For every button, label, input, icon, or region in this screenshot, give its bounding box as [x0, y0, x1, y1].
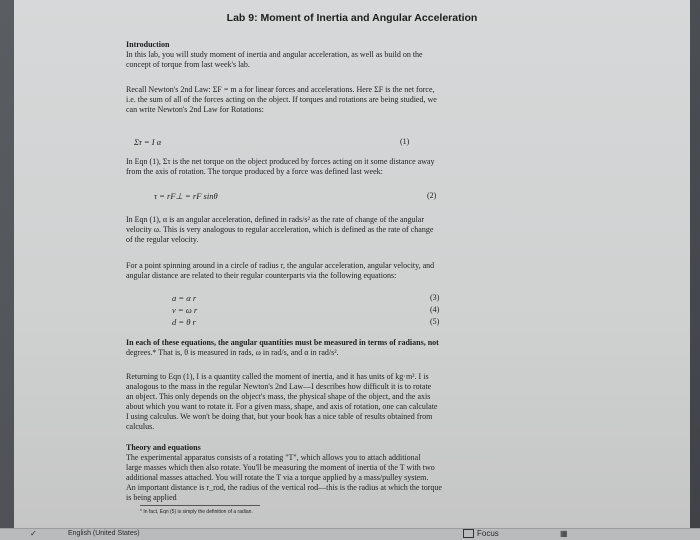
circle-line: angular distance are related to their regular counterparts via the following equations: — [126, 271, 397, 280]
newton-line: i.e. the sum of all of the forces acting on the object. If torques and rotations are being studied, we — [126, 95, 437, 104]
equation-4: v = ω r — [172, 305, 198, 315]
angacc-line: velocity ω. This is very analogous to regular acceleration, which is defined as the rate of change — [126, 225, 434, 234]
equation-5-number: (5) — [430, 317, 440, 326]
torque-line: In Eqn (1), Στ is the net torque on the object produced by forces acting on it some distance away — [126, 157, 435, 166]
language-indicator[interactable]: English (United States) — [68, 530, 140, 537]
document-page — [14, 0, 690, 539]
radians-line: degrees.* That is, θ is measured in rads, ω in rad/s, and α in rad/s². — [126, 348, 339, 357]
inertia-line: an object. This only depends on the object's mass, the physical shape of the object, and the axis — [126, 392, 431, 401]
angacc-line: In Eqn (1), α is an angular acceleration, defined in rads/s² as the rate of change of the angular — [126, 215, 425, 224]
angular-accel-paragraph — [126, 215, 536, 245]
page-title: Lab 9: Moment of Inertia and Angular Acceleration — [226, 12, 478, 24]
intro-heading: Introduction — [126, 40, 170, 49]
inertia-line: Returning to Eqn (1), I is a quantity called the moment of inertia, and it has units of kg·m². I is — [126, 372, 429, 381]
inertia-line: I using calculus. We won't be doing that, but your book has a nice table of results obtained from — [126, 412, 433, 421]
footnote-divider — [140, 505, 260, 506]
equation-4-number: (4) — [430, 305, 440, 314]
equation-5: d = θ r — [172, 317, 196, 327]
inertia-line: calculus. — [126, 422, 155, 431]
radians-line: In each of these equations, the angular quantities must be measured in terms of radians, not — [126, 338, 439, 347]
equation-3: a = α r — [172, 293, 197, 303]
equation-2: τ = rF⊥ = rF sinθ — [154, 191, 218, 201]
inertia-line: about which you want to rotate it. For a given mass, shape, and axis of rotation, one can calculate — [126, 402, 438, 411]
equation-3-number: (3) — [430, 293, 440, 302]
status-bar — [0, 528, 700, 540]
circle-line: For a point spinning around in a circle of radius r, the angular acceleration, angular velocity, and — [126, 261, 435, 270]
intro-line: concept of torque from last week's lab. — [126, 60, 250, 69]
focus-icon — [463, 529, 474, 538]
focus-label: Focus — [477, 529, 499, 538]
inertia-line: analogous to the mass in the regular Newton's 2nd Law—I describes how difficult it is to rotate — [126, 382, 432, 391]
newton-line: Recall Newton's 2nd Law: ΣF = m a for linear forces and accelerations. Here ΣF is the net force, — [126, 85, 435, 94]
torque-paragraph — [126, 157, 536, 177]
theory-line: The experimental apparatus consists of a rotating "T", which allows you to attach additional — [126, 453, 421, 462]
proofing-icon[interactable]: ✓ — [30, 529, 37, 538]
theory-line: large masses which then also rotate. You'll be measuring the moment of inertia of the T with two — [126, 463, 435, 472]
equation-2-number: (2) — [427, 191, 437, 200]
intro-section — [126, 40, 536, 70]
inertia-paragraph — [126, 372, 536, 432]
intro-line: In this lab, you will study moment of inertia and angular acceleration, as well as build on the — [126, 50, 423, 59]
theory-line: additional masses attached. You will rotate the T via a torque applied by a mass/pulley system. — [126, 473, 429, 482]
theory-section — [126, 443, 536, 503]
focus-button[interactable] — [463, 529, 499, 538]
theory-heading: Theory and equations — [126, 443, 201, 452]
theory-line: is being applied — [126, 493, 177, 502]
torque-line: from the axis of rotation. The torque produced by a force was defined last week: — [126, 167, 383, 176]
newton-paragraph — [126, 85, 536, 115]
footnote: * In fact, Eqn (5) is simply the definition of a radian. — [140, 509, 253, 515]
theory-line: An important distance is r_rod, the radius of the vertical rod—this is the radius at which the torque — [126, 483, 442, 492]
angacc-line: of the regular velocity. — [126, 235, 199, 244]
newton-line: can write Newton's 2nd Law for Rotations: — [126, 105, 264, 114]
layout-view-icon[interactable]: ▦ — [560, 529, 568, 538]
equation-1-number: (1) — [400, 137, 410, 146]
radians-paragraph — [126, 338, 536, 358]
equation-1: Στ = I α — [134, 137, 162, 147]
circle-paragraph — [126, 261, 536, 281]
